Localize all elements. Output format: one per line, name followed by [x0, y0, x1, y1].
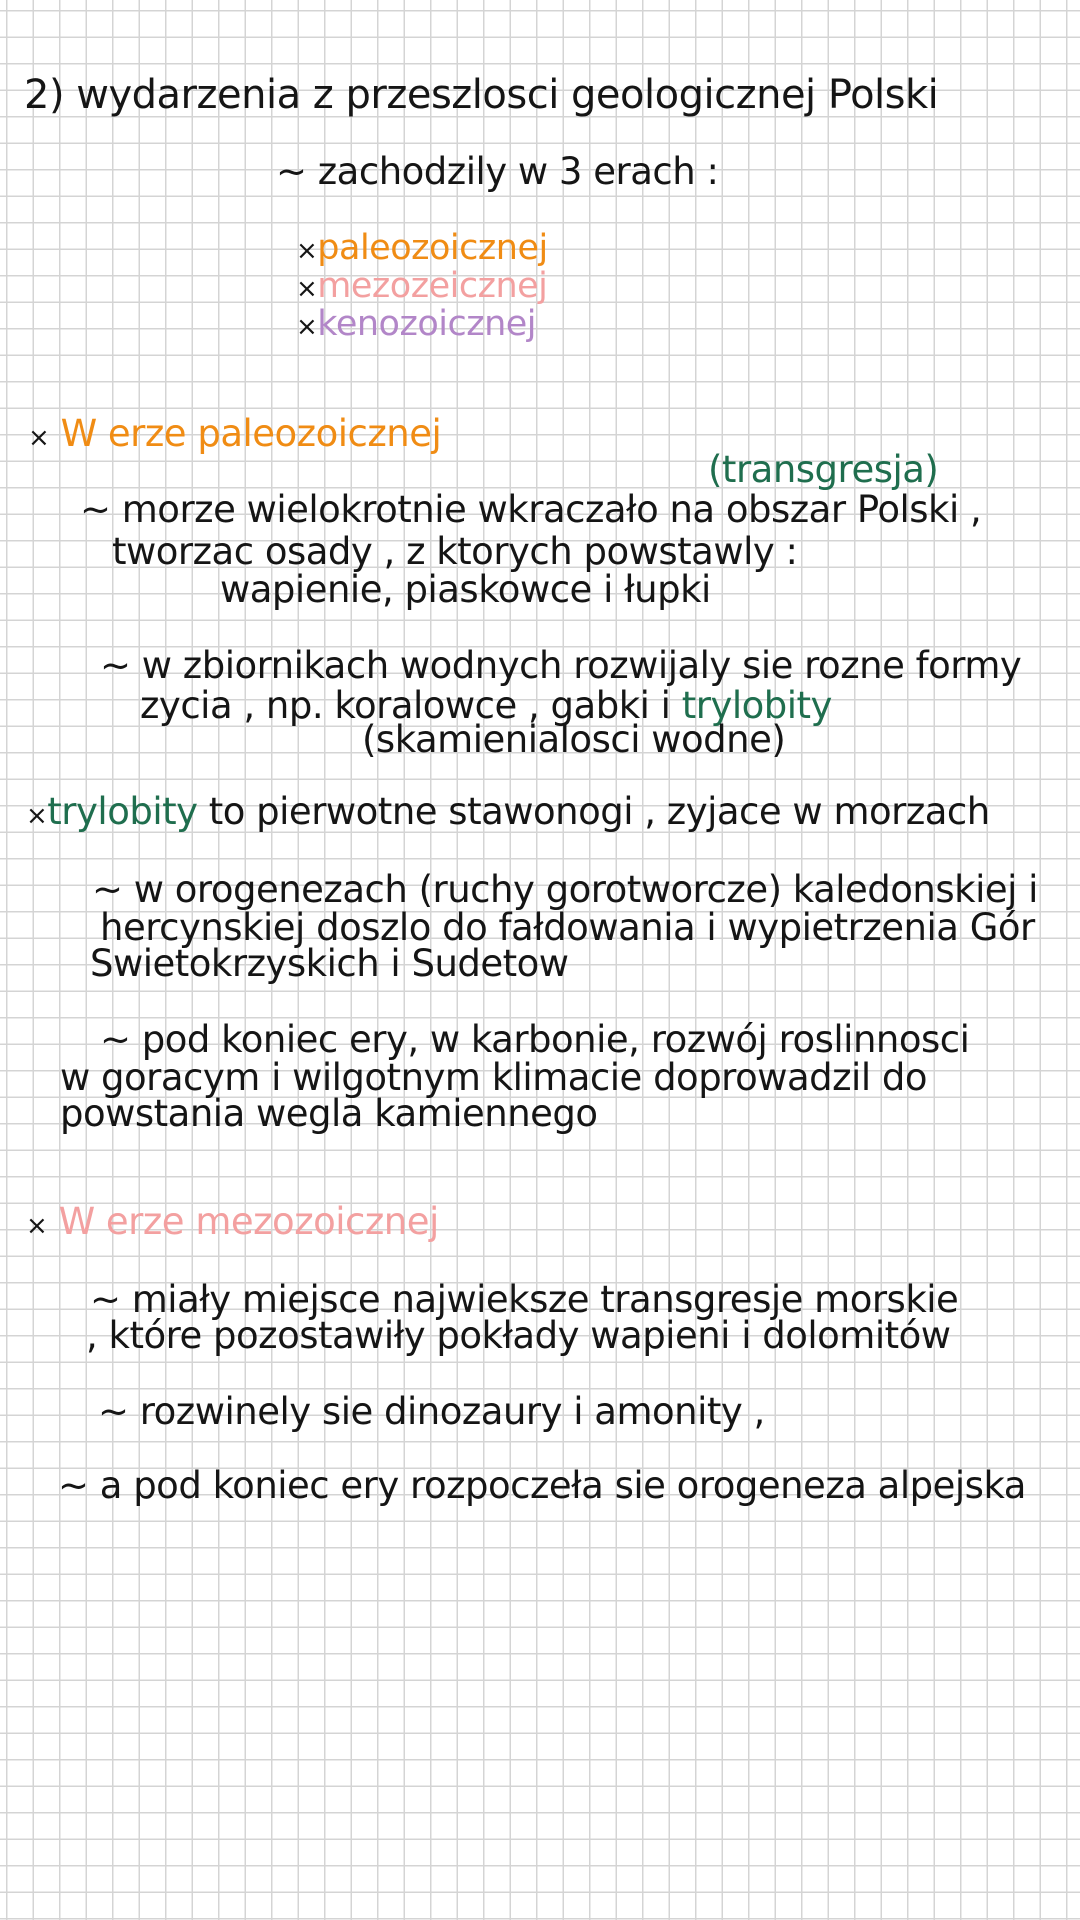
text-line: wapienie, piaskowce i łupki	[220, 568, 711, 611]
text-line: ~ rozwinely sie dinozaury i amonity ,	[98, 1390, 765, 1433]
text-line: hercynskiej doszlo do fałdowania i wypietrzenia Gór	[100, 906, 1035, 949]
cross-icon: ×	[26, 1211, 48, 1241]
text-line: ~ morze wielokrotnie wkraczało na obszar Polski ,	[80, 488, 982, 531]
era-item-paleozoic	[296, 228, 548, 268]
cross-icon: ×	[26, 801, 48, 831]
section-heading-paleozoic	[28, 412, 441, 455]
trilobite-description: to pierwotne stawonogi , zyjace w morzach	[197, 790, 990, 833]
era-label-paleozoic: paleozoicznej	[317, 228, 548, 268]
trilobite-definition	[26, 790, 990, 833]
text-line: tworzac osady , z ktorych powstawly :	[112, 530, 798, 573]
transgression-note: (transgresja)	[708, 448, 939, 491]
page-title: 2) wydarzenia z przeszlosci geologicznej Polski	[24, 72, 939, 118]
trilobite-highlight: trylobity	[681, 684, 832, 727]
text-line: (skamienialosci wodne)	[362, 718, 786, 761]
cross-icon: ×	[28, 423, 50, 453]
text-line: ~ a pod koniec ery rozpoczeła sie orogeneza alpejska	[58, 1464, 1026, 1507]
section-heading-mesozoic	[26, 1200, 439, 1243]
text-line: Swietokrzyskich i Sudetow	[90, 942, 569, 985]
era-label-cenozoic: kenozoicznej	[317, 304, 537, 344]
text-line: w goracym i wilgotnym klimacie doprowadzil do	[60, 1056, 927, 1099]
trilobite-term: trylobity	[47, 790, 198, 833]
eras-intro: ~ zachodzily w 3 erach :	[276, 150, 719, 193]
era-item-mesozoic	[296, 266, 547, 306]
cross-icon: ×	[296, 274, 318, 304]
text-line: ~ miały miejsce najwieksze transgresje morskie	[90, 1278, 959, 1321]
era-item-cenozoic	[296, 304, 536, 344]
text-fragment: zycia , np. koralowce , gabki i	[140, 684, 682, 727]
section-title-paleozoic: W erze paleozoicznej	[60, 412, 442, 455]
cross-icon: ×	[296, 236, 318, 266]
section-title-mesozoic: W erze mezozoicznej	[58, 1200, 439, 1243]
cross-icon: ×	[296, 312, 318, 342]
era-label-mesozoic: mezozeicznej	[317, 266, 548, 306]
text-line: ~ w orogenezach (ruchy gorotworcze) kaledonskiej i	[92, 868, 1038, 911]
text-line: ~ pod koniec ery, w karbonie, rozwój roslinnosci	[100, 1018, 970, 1061]
text-line: powstania wegla kamiennego	[60, 1092, 598, 1135]
text-line: , które pozostawiły pokłady wapieni i dolomitów	[86, 1314, 951, 1357]
text-line: ~ w zbiornikach wodnych rozwijaly sie rozne formy	[100, 644, 1022, 687]
